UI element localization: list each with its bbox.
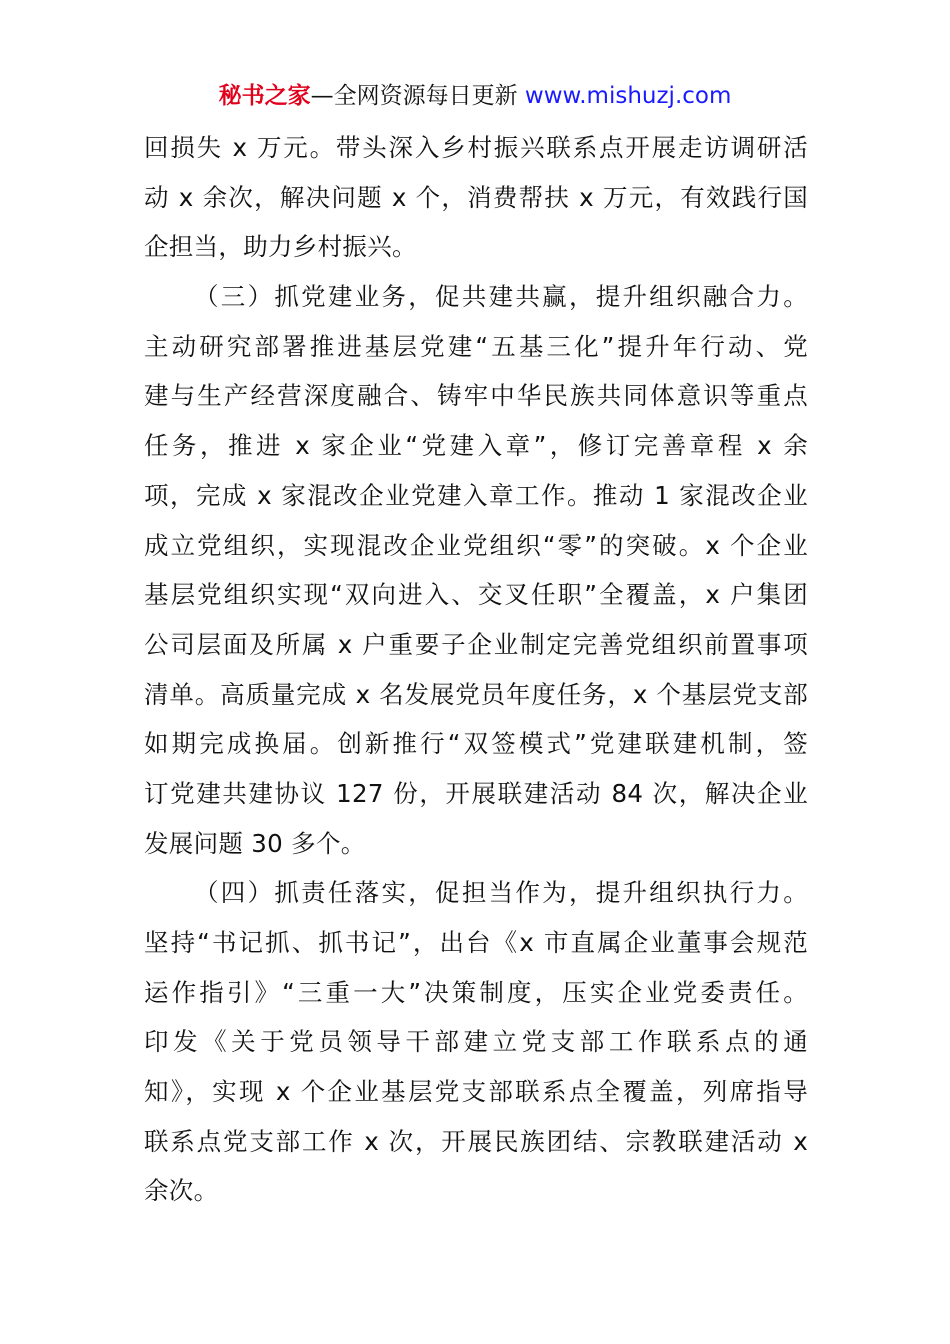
body-line: 印发《关于党员领导干部建立党支部工作联系点的通 [144, 1027, 808, 1057]
body-line: 余次。 [144, 1176, 219, 1206]
body-line: 动 x 余次，解决问题 x 个，消费帮扶 x 万元，有效践行国 [144, 182, 808, 212]
body-line: 基层党组织实现“双向进入、交叉任职”全覆盖，x 户集团 [144, 580, 808, 610]
body-line: 坚持“书记抓、抓书记”，出台《x 市直属企业董事会规范 [144, 928, 808, 957]
body-line: 清单。高质量完成 x 名发展党员年度任务，x 个基层党支部 [144, 679, 808, 709]
body-line: 任务，推进 x 家企业“党建入章”，修订完善章程 x 余 [144, 431, 808, 461]
section-heading-4: （四）抓责任落实，促担当作为，提升组织执行力。 [194, 878, 808, 908]
body-line: 项，完成 x 家混改企业党建入章工作。推动 1 家混改企业 [144, 480, 808, 510]
section-heading-3: （三）抓党建业务，促共建共赢，提升组织融合力。 [194, 282, 808, 312]
body-line: 公司层面及所属 x 户重要子企业制定完善党组织前置事项 [144, 629, 808, 659]
body-line: 订党建共建协议 127 份，开展联建活动 84 次，解决企业 [144, 778, 808, 808]
body-line: 发展问题 30 多个。 [144, 828, 366, 858]
body-line: 联系点党支部工作 x 次，开展民族团结、宗教联建活动 x [144, 1126, 808, 1156]
body-line: 企担当，助力乡村振兴。 [144, 232, 417, 262]
body-line: 知》，实现 x 个企业基层党支部联系点全覆盖，列席指导 [144, 1077, 808, 1107]
body-line: 如期完成换届。创新推行“双签模式”党建联建机制，签 [144, 729, 808, 759]
body-line: 主动研究部署推进基层党建“五基三化”提升年行动、党 [144, 331, 808, 361]
body-line: 运作指引》“三重一大”决策制度，压实企业党委责任。 [144, 977, 808, 1007]
body-line: 建与生产经营深度融合、铸牢中华民族共同体意识等重点 [144, 381, 808, 411]
header-slogan: —全网资源每日更新 [310, 83, 525, 109]
body-line: 成立党组织，实现混改企业党组织“零”的突破。x 个企业 [144, 530, 808, 560]
brand-name: 秘书之家 [218, 83, 311, 109]
site-url-link[interactable]: www.mishuzj.com [524, 83, 732, 109]
document-body [144, 123, 808, 1216]
body-line: 回损失 x 万元。带头深入乡村振兴联系点开展走访调研活 [144, 133, 808, 162]
page-header [0, 80, 950, 112]
